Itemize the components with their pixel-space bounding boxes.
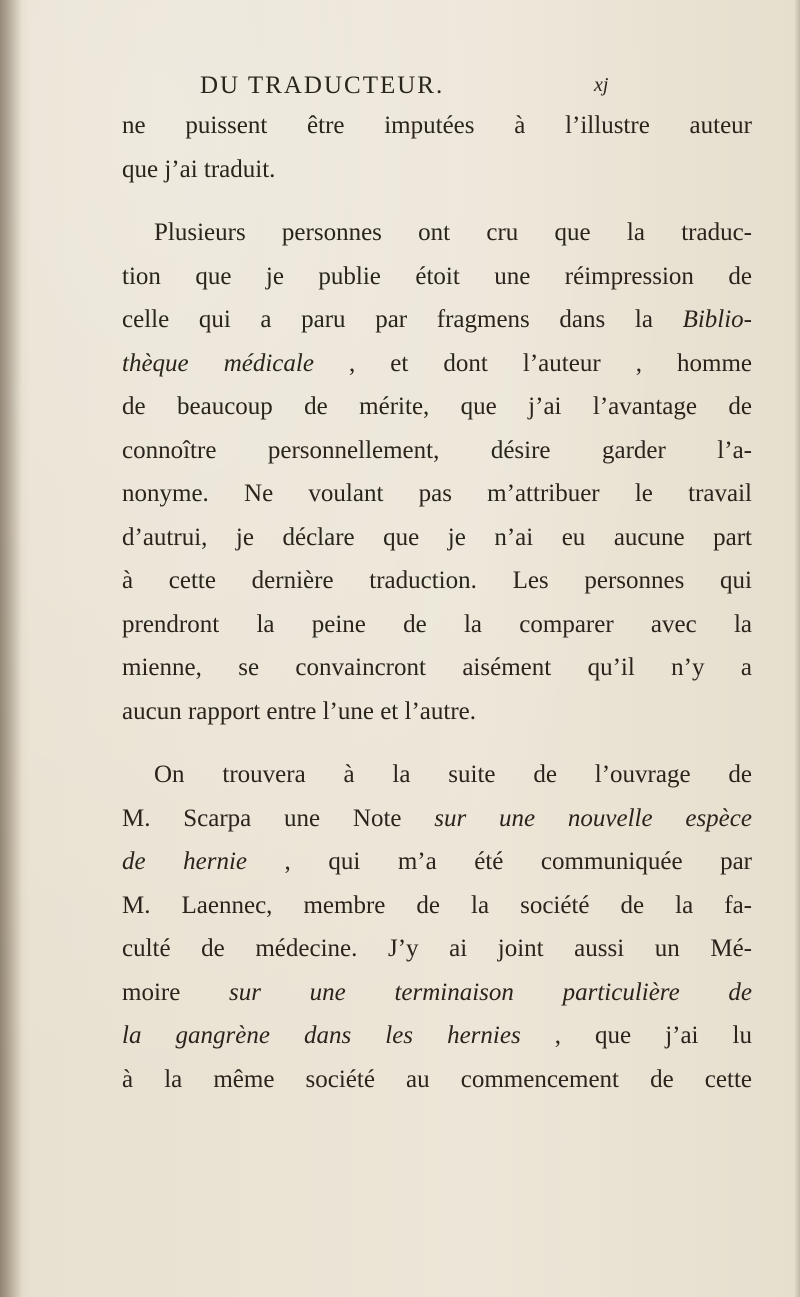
gutter-shadow xyxy=(0,0,22,1297)
page-edge xyxy=(794,0,800,1297)
text-line: de beaucoup de mérite, que j’ai l’avantage de xyxy=(122,393,752,420)
text-line: que j’ai traduit. xyxy=(122,155,276,183)
text-line: M. Scarpa une Note sur une nouvelle espèce xyxy=(122,804,752,832)
italic-title: Biblio- xyxy=(682,306,752,333)
text-line: à cette dernière traduction. Les personnes qui xyxy=(122,567,752,594)
text-line: On trouvera à la suite de l’ouvrage de xyxy=(154,761,752,788)
italic-title: sur une terminaison particulière de xyxy=(229,978,752,1006)
text-line: thèque médicale , et dont l’auteur , homme xyxy=(122,349,752,377)
text-line: celle qui a paru par fragmens dans la Biblio- xyxy=(122,306,752,333)
text-line: moire sur une terminaison particulière de xyxy=(122,978,752,1006)
text-line: tion que je publie étoit une réimpression de xyxy=(122,262,752,290)
text-line: à la même société au commencement de cette xyxy=(122,1065,752,1093)
text-line: nonyme. Ne voulant pas m’attribuer le travail xyxy=(122,480,752,507)
text-line: Plusieurs personnes ont cru que la traduc- xyxy=(154,219,752,246)
running-head-title: DU TRADUCTEUR. xyxy=(200,72,445,99)
text-line: M. Laennec, membre de la société de la fa- xyxy=(122,891,752,919)
text-line: connoître personnellement, désire garder l’a- xyxy=(122,436,752,464)
text-line: la gangrène dans les hernies , que j’ai lu xyxy=(122,1022,753,1049)
paragraph-gap xyxy=(122,733,752,753)
text-line: de hernie , qui m’a été communiquée par xyxy=(122,848,753,875)
text-line: aucun rapport entre l’une et l’autre. xyxy=(122,697,476,725)
text-line: ne puissent être imputées à l’illustre auteur xyxy=(122,112,752,139)
italic-title: de hernie xyxy=(122,848,248,875)
text-line: culté de médecine. J’y ai joint aussi un Mé- xyxy=(122,935,752,962)
text-line: prendront la peine de la comparer avec la xyxy=(122,610,752,638)
paragraph-gap xyxy=(122,191,752,211)
italic-title: la gangrène dans les hernies xyxy=(122,1022,521,1049)
italic-title: sur une nouvelle espèce xyxy=(434,804,752,832)
page-number: xj xyxy=(594,74,609,96)
italic-title: thèque médicale xyxy=(122,349,314,377)
text-line: mienne, se convaincront aisément qu’il n’y a xyxy=(122,654,752,681)
body-text xyxy=(122,104,752,1101)
text-line: d’autrui, je déclare que je n’ai eu aucune part xyxy=(122,523,752,551)
